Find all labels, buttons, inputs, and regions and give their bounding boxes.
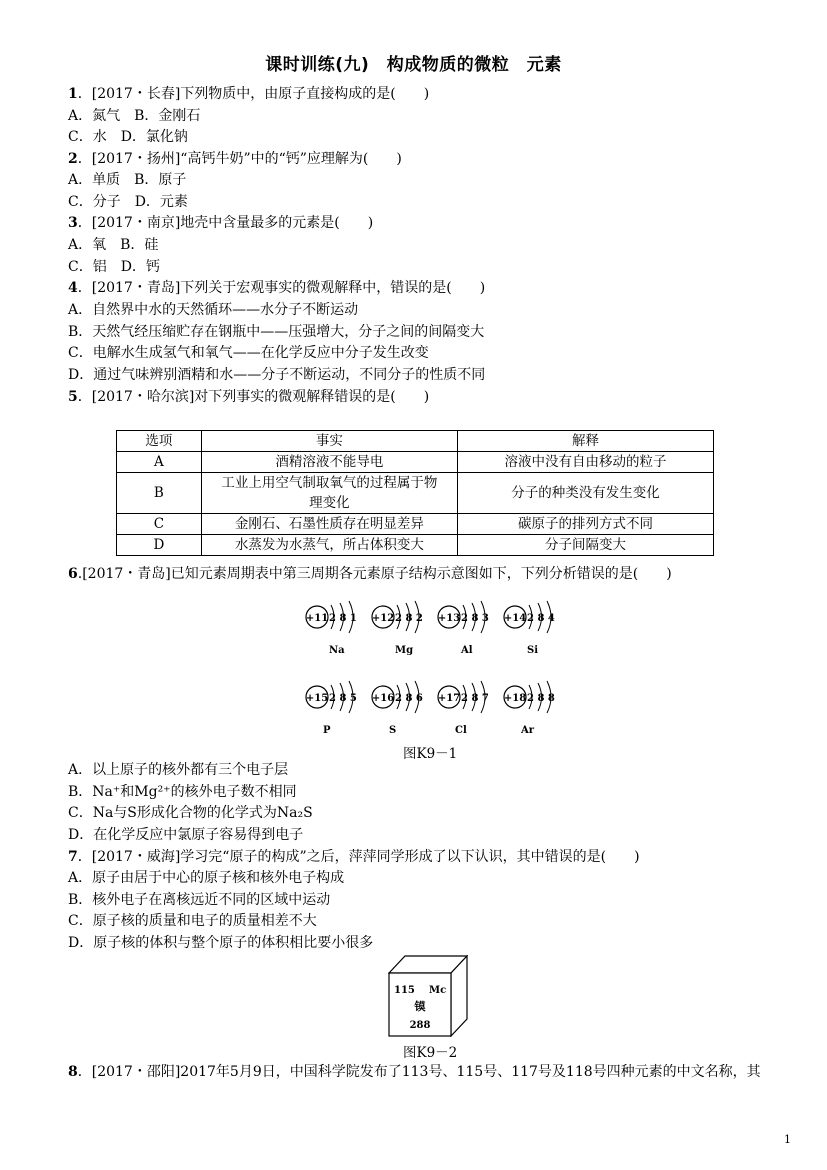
row-fact: 金刚石、石墨性质存在明显差异 [201, 514, 457, 535]
options-ab: A．氮气 B．金刚石 [68, 108, 201, 124]
atom-na [306, 601, 357, 656]
atom-al [438, 601, 489, 656]
question-stem: ．[2017・青岛]下列关于宏观事实的微观解释中，错误的是( ) [77, 280, 486, 296]
row-option: B [117, 473, 202, 514]
option-b: B．天然气经压缩贮存在钢瓶中——压强增大，分子之间的间隔变大 [68, 324, 485, 340]
row-explanation: 分子间隔变大 [457, 535, 713, 556]
question-6 [68, 566, 672, 583]
option-a: A．原子由居于中心的原子核和核外电子构成 [68, 870, 345, 886]
svg-text:+16: +16 [371, 693, 395, 704]
question-number: 5 [68, 389, 78, 405]
options-ab: A．单质 B．原子 [68, 172, 187, 188]
svg-text:2 8 8: 2 8 8 [527, 693, 555, 704]
option-c: C．Na与S形成化合物的化学式为Na₂S [68, 805, 313, 821]
atom-ar [504, 681, 555, 736]
header-fact: 事实 [201, 431, 457, 452]
row-option: C [117, 514, 202, 535]
svg-text:P: P [323, 725, 331, 736]
question-stem: ．[2017・扬州]“高钙牛奶”中的“钙”应理解为( ) [77, 151, 402, 167]
question-4 [68, 280, 485, 297]
row-explanation: 碳原子的排列方式不同 [457, 514, 713, 535]
row-fact: 水蒸发为水蒸气，所占体积变大 [201, 535, 457, 556]
svg-text:Cl: Cl [455, 725, 467, 736]
figure-caption: 图K9－1 [403, 746, 458, 762]
element-symbol: Mc [429, 985, 447, 996]
svg-text:+18: +18 [503, 693, 527, 704]
option-d: D．通过气味辨别酒精和水——分子不断运动，不同分子的性质不同 [68, 367, 486, 383]
atom-cl [438, 681, 489, 736]
options-cd: C．水 D．氯化钠 [68, 129, 188, 145]
question-number: 8 [68, 1064, 78, 1080]
option-b: B．Na⁺和Mg²⁺的核外电子数不相同 [68, 784, 297, 800]
options-cd: C．分子 D．元素 [68, 194, 188, 210]
atomic-mass: 288 [409, 1020, 431, 1031]
svg-text:Mg: Mg [395, 645, 414, 656]
question-stem: ．[2017・长春]下列物质中，由原子直接构成的是( ) [77, 86, 430, 102]
option-d: D．原子核的体积与整个原子的体积相比要小很多 [68, 935, 374, 951]
question-number: 1 [68, 86, 78, 102]
atom-p [306, 681, 357, 736]
row-option: A [117, 452, 202, 473]
question-8 [68, 1064, 761, 1081]
question-number: 6 [68, 566, 78, 582]
option-d: D．在化学反应中氯原子容易得到电子 [68, 827, 304, 843]
element-name: 镆 [414, 1000, 426, 1013]
svg-text:S: S [389, 725, 397, 736]
row-explanation: 溶液中没有自由移动的粒子 [457, 452, 713, 473]
question-stem: ．[2017・南京]地壳中含量最多的元素是( ) [77, 215, 374, 231]
question-stem: .[2017・青岛]已知元素周期表中第三周期各元素原子结构示意图如下，下列分析错误的是( ) [77, 566, 672, 582]
svg-text:Ar: Ar [521, 725, 535, 736]
table-row [117, 514, 714, 535]
atomic-number: 115 [394, 985, 415, 996]
table-row [117, 452, 714, 473]
svg-text:Al: Al [461, 645, 473, 656]
question-number: 3 [68, 215, 78, 231]
question-stem: ．[2017・哈尔滨]对下列事实的微观解释错误的是( ) [77, 389, 430, 405]
svg-text:2 8 5: 2 8 5 [329, 693, 357, 704]
question-number: 4 [68, 280, 78, 296]
table-row [117, 473, 714, 514]
svg-text:2 8 7: 2 8 7 [461, 693, 489, 704]
row-fact: 酒精溶液不能导电 [201, 452, 457, 473]
question-5 [68, 389, 429, 406]
atom-mg [372, 601, 423, 656]
atom-s [372, 681, 423, 736]
option-c: C．电解水生成氢气和氧气——在化学反应中分子发生改变 [68, 345, 429, 361]
figure-caption: 图K9－2 [403, 1045, 458, 1061]
question-7 [68, 849, 640, 866]
page-title: 课时训练(九) 构成物质的微粒 元素 [265, 55, 562, 75]
svg-text:2 8 1: 2 8 1 [329, 613, 357, 624]
option-a: A．自然界中水的天然循环——水分子不断运动 [68, 302, 359, 318]
svg-text:2 8 6: 2 8 6 [395, 693, 423, 704]
element-cube-mc [388, 955, 468, 1037]
question-stem: ．[2017・邵阳]2017年5月9日，中国科学院发布了113号、115号、117号及118号四种元素的中文名称，其 [77, 1064, 761, 1080]
question-1 [68, 86, 429, 103]
facts-table [116, 430, 714, 556]
svg-text:+17: +17 [437, 693, 461, 704]
row-explanation: 分子的种类没有发生变化 [457, 473, 713, 514]
row-fact: 工业上用空气制取氧气的过程属于物理变化 [201, 473, 457, 514]
table-header-row [117, 431, 714, 452]
row-option: D [117, 535, 202, 556]
header-option: 选项 [117, 431, 202, 452]
svg-text:+15: +15 [305, 693, 329, 704]
option-b: B．核外电子在离核远近不同的区域中运动 [68, 892, 331, 908]
svg-text:+11: +11 [305, 613, 329, 624]
atom-si [504, 601, 555, 656]
question-number: 7 [68, 849, 78, 865]
page-number: 1 [784, 1133, 791, 1146]
question-number: 2 [68, 151, 78, 167]
svg-text:2 8 2: 2 8 2 [395, 613, 423, 624]
svg-text:Si: Si [527, 645, 539, 656]
svg-text:+14: +14 [503, 613, 527, 624]
question-2 [68, 151, 402, 168]
option-c: C．原子核的质量和电子的质量相差不大 [68, 913, 317, 929]
svg-text:+12: +12 [371, 613, 395, 624]
option-a: A．以上原子的核外都有三个电子层 [68, 762, 289, 778]
svg-text:Na: Na [329, 645, 345, 656]
header-explanation: 解释 [457, 431, 713, 452]
svg-text:2 8 4: 2 8 4 [527, 613, 555, 624]
options-cd: C．铝 D．钙 [68, 259, 160, 275]
atom-structure-diagrams [295, 593, 565, 743]
table-row [117, 535, 714, 556]
question-3 [68, 215, 373, 232]
question-stem: ．[2017・威海]学习完“原子的构成”之后，萍萍同学形成了以下认识，其中错误的是( ) [77, 849, 640, 865]
svg-text:+13: +13 [437, 613, 461, 624]
options-ab: A．氧 B．硅 [68, 237, 159, 253]
svg-text:2 8 3: 2 8 3 [461, 613, 489, 624]
